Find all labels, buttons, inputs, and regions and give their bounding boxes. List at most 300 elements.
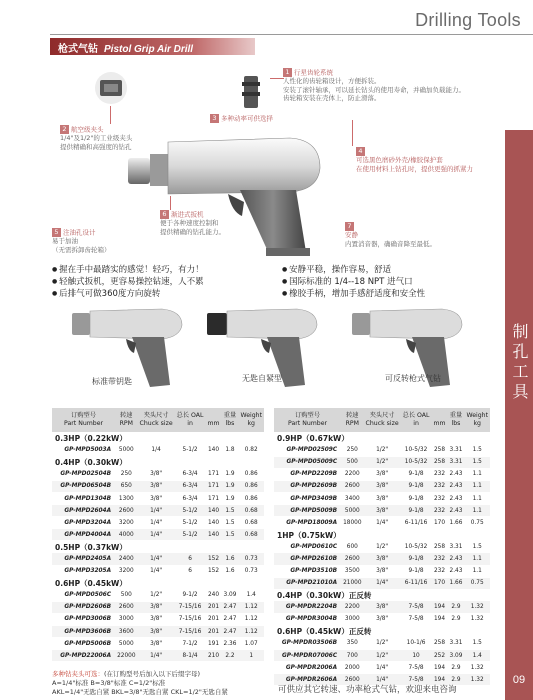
table-cell: 3/8" (364, 613, 401, 625)
table-cell: 2.43 (448, 492, 465, 504)
part-number-cell: GP-MPDR3004B (274, 613, 341, 625)
table-cell: 1.66 (448, 517, 465, 529)
part-number-cell: GP-MPD3606B (52, 626, 115, 638)
table-cell: 7-5/8 (401, 613, 432, 625)
table-cell: 1.5 (222, 517, 239, 529)
table-cell: 500 (341, 456, 363, 468)
group-label: 0.5HP（0.37kW） (52, 541, 264, 553)
callout-grip-cover: 4 可选黑色磨砂外壳/橡胶保护套 在使用材料上钻孔时，提供更强的抓紧力 (356, 147, 473, 173)
col-header-weight-kg: Weight kg (238, 408, 264, 432)
chuck-shape (128, 158, 150, 184)
table-cell: 258 (431, 456, 447, 468)
table-cell: 9-1/8 (401, 565, 432, 577)
callout-oil-port: 5 注油孔设计 易于加油 （无需拆卸齿轮箱） (52, 228, 111, 254)
group-label: 1HP（0.75kW） (274, 529, 490, 541)
table-cell: 1.32 (464, 601, 490, 613)
table-row (274, 613, 490, 625)
col-header-rpm: 转速 RPM (341, 408, 363, 432)
table-cell: 7-5/8 (401, 674, 432, 686)
table-cell: 1/4" (138, 650, 175, 662)
table-cell: 171 (205, 468, 221, 480)
table-cell: 3/8" (138, 601, 175, 613)
feature-item: ● 握在手中最踏实的感觉！轻巧，有力！ (52, 264, 204, 276)
table-row (52, 601, 264, 613)
table-cell: 170 (431, 577, 447, 589)
col-header-weight-lbs: 重量 lbs (448, 408, 465, 432)
table-cell: 650 (115, 480, 137, 492)
part-number-cell: GP-MPD0610C (274, 541, 341, 553)
table-cell: 3000 (341, 613, 363, 625)
table-cell: 3600 (115, 626, 137, 638)
table-cell: 3/8" (364, 480, 401, 492)
table-cell: 0.68 (238, 517, 264, 529)
photo-caption-reversible: 可反转枪式气钻 (385, 374, 441, 383)
table-body-left (52, 432, 264, 662)
table-cell: 0.73 (238, 553, 264, 565)
col-header-oal-mm: mm (205, 408, 221, 432)
table-cell: 3/8" (138, 492, 175, 504)
table-row (274, 541, 490, 553)
table-cell: 3200 (115, 517, 137, 529)
table-cell: 5000 (115, 638, 137, 650)
col-header-weight-kg: Weight kg (464, 408, 490, 432)
table-cell: 4000 (115, 529, 137, 541)
table-cell: 6-11/16 (401, 517, 432, 529)
table-cell: 9-1/8 (401, 480, 432, 492)
part-number-cell: GP-MPD3006B (52, 613, 115, 625)
part-number-cell: GP-MPD4004A (52, 529, 115, 541)
table-cell: 7-15/16 (175, 626, 206, 638)
table-row (52, 638, 264, 650)
table-cell: 1.1 (464, 553, 490, 565)
table-cell: 0.68 (238, 529, 264, 541)
table-cell: 2.43 (448, 468, 465, 480)
spec-table-right (274, 408, 490, 686)
table-cell: 1.6 (222, 565, 239, 577)
col-header-chuck: 夹头尺寸 Chuck size (364, 408, 401, 432)
table-cell: 232 (431, 492, 447, 504)
table-cell: 3.31 (448, 456, 465, 468)
part-number-cell: GP-MPD18009A (274, 517, 341, 529)
table-row (52, 529, 264, 541)
table-row (274, 577, 490, 589)
table-cell: 2.47 (222, 613, 239, 625)
table-cell: 3/8" (138, 638, 175, 650)
table-cell: 6 (175, 553, 206, 565)
table-row (274, 650, 490, 662)
table-cell: 2.9 (448, 601, 465, 613)
table-cell: 1.5 (222, 505, 239, 517)
table-group-header (274, 589, 490, 601)
table-cell: 3/8" (138, 480, 175, 492)
part-number-cell: GP-MPD2606B (52, 601, 115, 613)
col-header-model: 订购型号 Part Number (274, 408, 341, 432)
part-number-cell: GP-MPD5009B (274, 505, 341, 517)
table-cell: 1.4 (238, 589, 264, 601)
section-title-bar (50, 38, 255, 55)
table-cell: 201 (205, 626, 221, 638)
table-cell: 0.68 (238, 505, 264, 517)
table-row (274, 553, 490, 565)
table-cell: 232 (431, 480, 447, 492)
table-cell: 1.12 (238, 601, 264, 613)
col-header-model: 订购型号 Part Number (52, 408, 115, 432)
leader-line (170, 196, 171, 210)
table-cell: 1/4" (364, 517, 401, 529)
callout-power-options: 3 多种动率可供选择 (210, 114, 330, 123)
table-cell: 2.43 (448, 565, 465, 577)
table-cell: 10 (401, 650, 432, 662)
table-cell: 3.09 (448, 650, 465, 662)
table-cell: 232 (431, 553, 447, 565)
table-cell: 1.32 (464, 662, 490, 674)
part-number-cell: GP-MPDR03506B (274, 638, 341, 650)
leader-line (110, 106, 111, 124)
table-cell: 1/2" (364, 638, 401, 650)
callout-planetary-gear: 1 行星齿轮系统 人性化的齿轮箱设计，方便拆装。 安装了滚针轴承，可以延长钻头的使用寿命，并确加负载能力。 齿轮箱安装在壳体上，防止滑落。 (283, 68, 465, 102)
table-row (52, 650, 264, 662)
table-cell: 3500 (341, 565, 363, 577)
table-cell: 0.75 (464, 517, 490, 529)
part-number-cell: GP-MPD06504B (52, 480, 115, 492)
col-header-weight-lbs: 重量 lbs (222, 408, 239, 432)
group-label: 0.6HP（0.45kW）正反转 (274, 626, 490, 638)
part-number-cell: GP-MPD2604A (52, 505, 115, 517)
table-row (274, 456, 490, 468)
table-cell: 0.82 (238, 444, 264, 456)
part-number-cell: GP-MPD02504B (52, 468, 115, 480)
spec-table-left (52, 408, 264, 662)
group-label: 0.4HP（0.30kW） (52, 456, 264, 468)
legend-line: AKL=1/4"无匙自紧 BKL=3/8"无匙自紧 CKL=1/2"无匙自紧 (52, 688, 228, 696)
page-header-title: Drilling Tools (415, 10, 521, 30)
table-cell: 9-1/8 (401, 492, 432, 504)
planetary-gear-inset-image (232, 72, 270, 112)
table-cell: 1.07 (238, 638, 264, 650)
table-cell: 2000 (341, 662, 363, 674)
table-cell: 6-11/16 (401, 577, 432, 589)
table-cell: 1 (238, 650, 264, 662)
table-row (274, 638, 490, 650)
table-cell: 3/8" (364, 492, 401, 504)
table-cell: 1/4 (138, 444, 175, 456)
table-cell: 10-5/32 (401, 541, 432, 553)
table-group-header (274, 432, 490, 444)
table-cell: 3400 (341, 492, 363, 504)
table-cell: 1.1 (464, 565, 490, 577)
table-cell: 10-5/32 (401, 456, 432, 468)
table-cell: 1/2" (364, 650, 401, 662)
table-row (52, 626, 264, 638)
table-cell: 1.1 (464, 468, 490, 480)
group-label: 0.3HP（0.22kW） (52, 432, 264, 444)
callout-trigger: 6 渐进式扳机 便于各种速度控制和 提供精确的钻孔能力。 (160, 210, 225, 236)
table-row (274, 492, 490, 504)
table-cell: 152 (205, 565, 221, 577)
table-cell: 250 (115, 468, 137, 480)
table-cell: 1/4" (138, 553, 175, 565)
legend-title: 多种钻夹头可选： (52, 670, 104, 678)
feature-item: ● 后排气可做360度方向旋转 (52, 288, 204, 300)
table-cell: 140 (205, 517, 221, 529)
table-cell: 3/8" (364, 565, 401, 577)
table-cell: 252 (431, 650, 447, 662)
part-number-cell: GP-MPD2610B (274, 553, 341, 565)
table-group-header (274, 529, 490, 541)
table-cell: 2.2 (222, 650, 239, 662)
table-cell: 1/4" (138, 565, 175, 577)
table-cell: 6-3/4 (175, 492, 206, 504)
table-cell: 2200 (341, 468, 363, 480)
table-cell: 2.43 (448, 505, 465, 517)
table-cell: 240 (205, 589, 221, 601)
col-header-oal-in: 总长 OAL in (401, 408, 432, 432)
table-cell: 21000 (341, 577, 363, 589)
table-cell: 3.09 (222, 589, 239, 601)
table-cell: 18000 (341, 517, 363, 529)
part-number-cell: GP-MPDR2006A (274, 662, 341, 674)
table-cell: 1/4" (364, 674, 401, 686)
leader-line (270, 78, 284, 79)
table-cell: 2.9 (448, 662, 465, 674)
table-row (52, 553, 264, 565)
part-number-cell: GP-MPD3205A (52, 565, 115, 577)
table-cell: 3200 (115, 565, 137, 577)
table-cell: 600 (341, 541, 363, 553)
photo-caption-keyed: 标准带钥匙 (92, 377, 132, 386)
table-cell: 171 (205, 492, 221, 504)
table-cell: 194 (431, 662, 447, 674)
part-number-cell: GP-MPDR2606A (274, 674, 341, 686)
part-number-cell: GP-MPD0506C (52, 589, 115, 601)
table-cell: 1.1 (464, 492, 490, 504)
part-number-cell: GP-MPD02509C (274, 444, 341, 456)
table-cell: 2600 (115, 601, 137, 613)
callout-chuck: 2 航空级夹头 1/4"及1/2"的工业级夹头 提供精确和高强度的钻孔 (60, 125, 133, 151)
table-cell: 6-3/4 (175, 468, 206, 480)
table-cell: 7-15/16 (175, 613, 206, 625)
table-cell: 1/2" (138, 589, 175, 601)
table-cell: 171 (205, 480, 221, 492)
table-cell: 0.75 (464, 577, 490, 589)
table-cell: 1.5 (464, 444, 490, 456)
table-cell: 5000 (115, 444, 137, 456)
table-cell: 1/4" (138, 517, 175, 529)
table-row (52, 517, 264, 529)
table-cell: 152 (205, 553, 221, 565)
table-cell: 1/4" (364, 662, 401, 674)
table-cell: 1300 (115, 492, 137, 504)
table-cell: 194 (431, 613, 447, 625)
part-number-cell: GP-MPDR07006C (274, 650, 341, 662)
table-cell: 1.4 (464, 650, 490, 662)
table-cell: 6-3/4 (175, 480, 206, 492)
table-cell: 22000 (115, 650, 137, 662)
table-group-header (274, 626, 490, 638)
group-label: 0.4HP（0.30kW）正反转 (274, 589, 490, 601)
table-row (274, 468, 490, 480)
table-cell: 9-1/8 (401, 468, 432, 480)
table-cell: 1.1 (464, 505, 490, 517)
table-cell: 1/4" (138, 529, 175, 541)
group-label: 0.6HP（0.45kW） (52, 577, 264, 589)
table-cell: 250 (341, 444, 363, 456)
table-cell: 700 (341, 650, 363, 662)
table-cell: 3/8" (138, 626, 175, 638)
table-cell: 0.73 (238, 565, 264, 577)
part-number-cell: GP-MPD2609B (274, 480, 341, 492)
table-row (274, 444, 490, 456)
table-cell: 2.36 (222, 638, 239, 650)
table-cell: 2.9 (448, 613, 465, 625)
part-number-cell: GP-MPD5003A (52, 444, 115, 456)
table-row (52, 492, 264, 504)
table-cell: 3/8" (364, 468, 401, 480)
part-number-cell: GP-MPD5006B (52, 638, 115, 650)
table-cell: 232 (431, 468, 447, 480)
table-cell: 232 (431, 505, 447, 517)
feature-list-left (52, 264, 204, 300)
table-cell: 3/8" (138, 613, 175, 625)
table-row (274, 480, 490, 492)
table-cell: 0.86 (238, 468, 264, 480)
callout-quiet: 7 安静 内置消音器，确确音降至最低。 (345, 222, 436, 248)
table-cell: 1.12 (238, 613, 264, 625)
table-cell: 1.32 (464, 613, 490, 625)
table-group-header (52, 456, 264, 468)
table-cell: 3/8" (364, 601, 401, 613)
table-cell: 1.9 (222, 480, 239, 492)
table-row (52, 480, 264, 492)
table-group-header (52, 541, 264, 553)
table-cell: 2600 (341, 674, 363, 686)
table-cell: 8-1/4 (175, 650, 206, 662)
table-cell: 9-1/8 (401, 505, 432, 517)
part-number-cell: GP-MPD21010A (274, 577, 341, 589)
legend-line: A=1/4"标准 B=3/8"标准 C=1/2"标准 (52, 679, 166, 687)
table-row (52, 505, 264, 517)
part-number-cell: GP-MPDR2204B (274, 601, 341, 613)
table-cell: 3.31 (448, 638, 465, 650)
table-cell: 1.5 (464, 638, 490, 650)
col-header-chuck: 夹头尺寸 Chuck size (138, 408, 175, 432)
table-cell: 5-1/2 (175, 529, 206, 541)
feature-list-right (282, 264, 425, 300)
table-cell: 140 (205, 529, 221, 541)
table-cell: 1.1 (464, 480, 490, 492)
table-cell: 258 (431, 638, 447, 650)
table-cell: 7-5/8 (401, 662, 432, 674)
table-cell: 2.47 (222, 601, 239, 613)
table-cell: 140 (205, 505, 221, 517)
table-cell: 0.86 (238, 480, 264, 492)
table-cell: 210 (205, 650, 221, 662)
feature-item: ● 橡胶手柄，增加手感舒适度和安全性 (282, 288, 425, 300)
table-cell: 1/2" (364, 456, 401, 468)
table-row (274, 662, 490, 674)
table-cell: 2.47 (222, 626, 239, 638)
legend-note: (在订购型号后加入以下后缀字母) (104, 670, 201, 678)
col-header-oal-in: 总长 OAL in (175, 408, 206, 432)
table-cell: 1/4" (364, 577, 401, 589)
table-cell: 1/2" (364, 444, 401, 456)
table-cell: 1.12 (238, 626, 264, 638)
page-number: 09 (512, 674, 526, 686)
table-cell: 1.9 (222, 492, 239, 504)
table-cell: 1.5 (464, 456, 490, 468)
part-number-cell: GP-MPD1304B (52, 492, 115, 504)
table-cell: 191 (205, 638, 221, 650)
table-cell: 6 (175, 565, 206, 577)
table-cell: 3000 (115, 613, 137, 625)
table-cell: 3/8" (138, 468, 175, 480)
table-cell: 1/4" (138, 505, 175, 517)
table-cell: 201 (205, 613, 221, 625)
table-row (52, 589, 264, 601)
section-title-en: Pistol Grip Air Drill (104, 44, 194, 55)
table-cell: 1.32 (464, 674, 490, 686)
table-cell: 3.31 (448, 541, 465, 553)
col-header-oal-mm: mm (431, 408, 447, 432)
gearbox-inset-image (92, 70, 130, 106)
table-cell: 1/2" (364, 541, 401, 553)
table-cell: 7-15/16 (175, 601, 206, 613)
feature-item: ● 国际标准的 1/4--18 NPT 进气口 (282, 276, 425, 288)
table-cell: 2.43 (448, 553, 465, 565)
part-number-cell: GP-MPD3409B (274, 492, 341, 504)
feature-item: ● 安静平稳，操作容易，舒适 (282, 264, 425, 276)
part-number-cell: GP-MPD2405A (52, 553, 115, 565)
col-header-rpm: 转速 RPM (115, 408, 137, 432)
table-body-right (274, 432, 490, 686)
table-cell: 500 (115, 589, 137, 601)
table-cell: 5-1/2 (175, 444, 206, 456)
leader-line (352, 120, 353, 146)
table-cell: 350 (341, 638, 363, 650)
table-row (52, 565, 264, 577)
table-cell: 5-1/2 (175, 517, 206, 529)
table-cell: 2400 (115, 553, 137, 565)
chapter-side-label: 制孔工具 (510, 323, 529, 403)
table-cell: 0.86 (238, 492, 264, 504)
table-cell: 10-1/6 (401, 638, 432, 650)
table-cell: 3/8" (364, 505, 401, 517)
part-number-cell: GP-MPD3204A (52, 517, 115, 529)
table-cell: 232 (431, 565, 447, 577)
table-cell: 9-1/2 (175, 589, 206, 601)
table-cell: 7-1/2 (175, 638, 206, 650)
table-row (274, 565, 490, 577)
table-cell: 5000 (341, 505, 363, 517)
section-title-cn: 枪式气钻 (58, 44, 98, 55)
table-cell: 2600 (341, 480, 363, 492)
table-cell: 1.8 (222, 444, 239, 456)
table-row (274, 601, 490, 613)
table-cell: 2.9 (448, 674, 465, 686)
table-cell: 194 (431, 674, 447, 686)
part-number-cell: GP-MPD22006A (52, 650, 115, 662)
table-row (52, 613, 264, 625)
table-cell: 2.43 (448, 480, 465, 492)
table-cell: 2200 (341, 601, 363, 613)
table-row (274, 505, 490, 517)
group-label: 0.9HP（0.67kW） (274, 432, 490, 444)
table-cell: 9-1/8 (401, 553, 432, 565)
part-number-cell: GP-MPD05009C (274, 456, 341, 468)
table-row (52, 468, 264, 480)
table-cell: 1.66 (448, 577, 465, 589)
table-cell: 170 (431, 517, 447, 529)
